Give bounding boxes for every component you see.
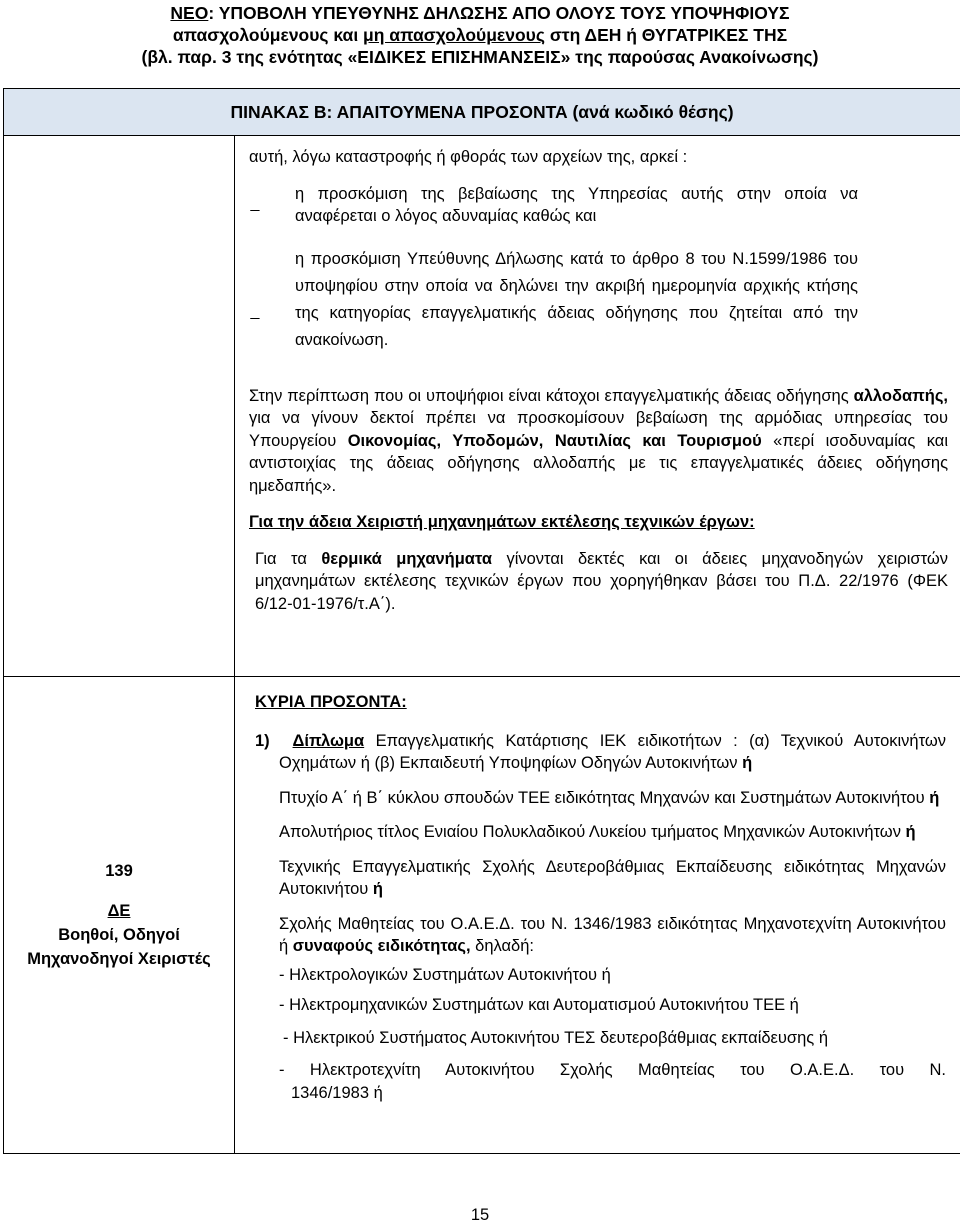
requirements-table — [3, 88, 960, 1154]
operator-paragraph — [255, 548, 948, 616]
or-word: ή — [929, 788, 940, 807]
notice-line-2-c: στη ΔΕΗ ή ΘΥΓΑΤΡΙΚΕΣ ΤΗΣ — [544, 25, 788, 45]
qual-item-5 — [279, 913, 946, 958]
page-number: 15 — [470, 1206, 490, 1224]
qual-item-4-text: Τεχνικής Επαγγελματικής Σχολής Δευτεροβάθμιας Εκπαίδευσης ειδικότητας Μηχανών Αυτοκινήτου — [279, 857, 947, 898]
qual-item-5-end: δηλαδή: — [470, 937, 534, 955]
intro-line: αυτή, λόγω καταστροφής ή φθοράς των αρχείων της, αρκεί : — [249, 148, 688, 166]
foreign-bold-1: αλλοδαπής, — [853, 386, 949, 405]
dash-item-1-text: η προσκόμιση της βεβαίωσης της Υπηρεσίας αυτής στην οποία να αναφέρεται ο λόγος αδυναμίας καθώς και — [295, 184, 859, 225]
notice-line-2 — [0, 24, 960, 46]
foreign-text-1: Στην περίπτωση που οι υποψήφιοι είναι κάτοχοι επαγγελματικής άδειας οδήγησης — [249, 386, 854, 405]
qual-item-3-text: Απολυτήριος τίτλος Ενιαίου Πολυκλαδικού Λυκείου τμήματος Μηχανικών Αυτοκινήτων — [279, 823, 906, 841]
qual-item-2 — [279, 787, 946, 810]
position-cell — [4, 677, 235, 1154]
main-qualifications-cell — [235, 677, 960, 1154]
position-code: 139 — [105, 862, 133, 880]
sub-item-4-continued: 1346/1983 ή — [291, 1083, 383, 1102]
continued-content-cell — [235, 136, 960, 677]
notice-line-1-text: : ΥΠΟΒΟΛΗ ΥΠΕΥΘΥΝΗΣ ΔΗΛΩΣΗΣ ΑΠΟ ΟΛΟΥΣ ΤΟΥΣ ΥΠΟΨΗΦΙΟΥΣ — [208, 3, 790, 23]
related-specialty: συναφούς ειδικότητας, — [292, 937, 471, 955]
foreign-text-2: για να γίνουν δεκτοί πρέπει να προσκομίσουν βεβαίωση της αρμόδιας υπηρεσίας του Υπουργείου — [249, 409, 949, 450]
diploma-word: Δίπλωμα — [292, 731, 365, 750]
operator-heading: Για την άδεια Χειριστή μηχανημάτων εκτέλεσης τεχνικών έργων: — [249, 513, 755, 531]
foreign-license-paragraph — [249, 385, 948, 498]
qual-item-5-text: Σχολής Μαθητείας του Ο.Α.Ε.Δ. του Ν. 1346/1983 ειδικότητας Μηχανοτεχνίτη Αυτοκινήτου ή — [279, 914, 947, 955]
operator-bold: θερμικά μηχανήματα — [321, 549, 492, 568]
or-word: ή — [372, 880, 383, 898]
operator-text-1: Για τα — [255, 549, 322, 568]
table-title: ΠΙΝΑΚΑΣ Β: ΑΠΑΙΤΟΥΜΕΝΑ ΠΡΟΣΟΝΤΑ (ανά κωδικό θέσης) — [4, 89, 960, 136]
notice-line-2-b: μη απασχολούμενους — [363, 25, 545, 45]
qual-item-1-text: Επαγγελματικής Κατάρτισης ΙΕΚ ειδικοτήτων : (α) Τεχνικού Αυτοκινήτων Οχημάτων ή (β) Εκπαιδευτή Υποψηφίων Οδηγών Αυτοκινήτων — [279, 731, 947, 772]
sub-item-2: - Ηλεκτρομηχανικών Συστημάτων και Αυτοματισμού Αυτοκινήτου ΤΕΕ ή — [279, 996, 799, 1014]
notice-line-1 — [0, 2, 960, 24]
or-word: ή — [905, 823, 916, 841]
sub-item-1: - Ηλεκτρολογικών Συστημάτων Αυτοκινήτου ή — [279, 965, 611, 984]
empty-position-cell — [4, 136, 235, 677]
operator-text-2: γίνονται δεκτές και οι άδειες μηχανοδηγών χειριστών μηχανημάτων εκτέλεσης τεχνικών έργων που χορηγήθηκαν βάσει του Π.Δ. 22/1976 (ΦΕΚ 6/12-01-1976/τ.Α΄). — [255, 549, 949, 613]
dash-marker: _ — [250, 302, 260, 320]
notice-line-3: (βλ. παρ. 3 της ενότητας «ΕΙΔΙΚΕΣ ΕΠΙΣΗΜΑΝΣΕΙΣ» της παρούσας Ανακοίνωσης) — [141, 47, 819, 67]
sub-item-4: - Ηλεκτροτεχνίτη Αυτοκινήτου Σχολής Μαθητείας του Ο.Α.Ε.Δ. του Ν. — [279, 1061, 947, 1079]
qual-item-3 — [279, 821, 946, 844]
new-label: ΝΕΟ — [170, 3, 209, 23]
qual-item-2-text: Πτυχίο Α΄ ή Β΄ κύκλου σπουδών ΤΕΕ ειδικότητας Μηχανών και Συστημάτων Αυτοκινήτου — [279, 788, 930, 807]
notice-line-2-a: απασχολούμενους και — [172, 25, 364, 45]
sub-item-3: - Ηλεκτρικού Συστήματος Αυτοκινήτου ΤΕΣ δευτεροβάθμιας εκπαίδευσης ή — [283, 1028, 829, 1047]
main-qualifications-heading: ΚΥΡΙΑ ΠΡΟΣΟΝΤΑ: — [255, 693, 407, 711]
dash-item-2 — [235, 246, 960, 354]
position-name-line-1: Βοηθοί, Οδηγοί — [58, 926, 180, 944]
dash-item-2-text: η προσκόμιση Υπεύθυνης Δήλωσης κατά το άρθρο 8 του Ν.1599/1986 του υποψηφίου στην οποία να δηλώνει την ακριβή ημερομηνία αρχικής κτήσης της κατηγορίας επαγγελματικής άδειας οδήγησης που ζητείται από την ανακοίνωση. — [295, 249, 859, 349]
foreign-bold-2: Οικονομίας, Υποδομών, Ναυτιλίας και Τουρισμού — [347, 431, 762, 450]
foreign-text-3: «περί ισοδυναμίας και αντιστοιχίας της άδειας οδήγησης αλλοδαπής με τις επαγγελματικές άδειες οδήγησης ημεδαπής». — [249, 431, 949, 495]
qual-number: 1) — [255, 731, 270, 750]
position-category: ΔΕ — [107, 902, 131, 920]
or-word: ή — [742, 754, 753, 772]
qual-item-4 — [279, 856, 946, 901]
dash-marker: _ — [250, 194, 260, 212]
position-name-line-2: Μηχανοδηγοί Χειριστές — [27, 950, 211, 968]
dash-item-1 — [235, 183, 960, 228]
qual-item-1 — [255, 730, 946, 775]
